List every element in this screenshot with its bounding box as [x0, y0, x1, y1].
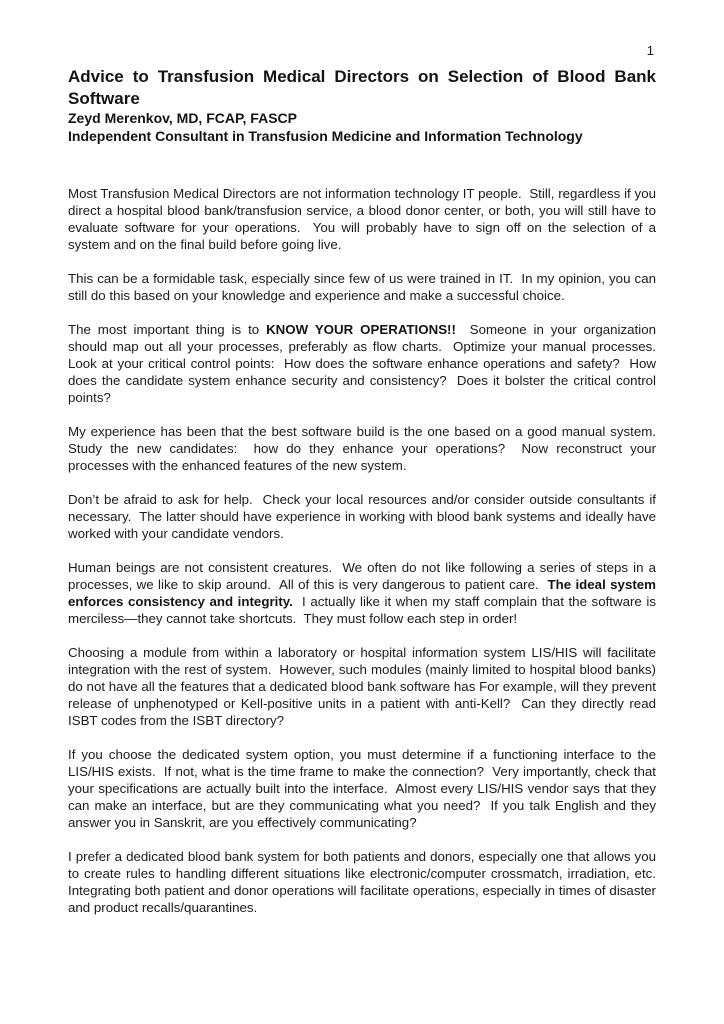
text-segment-bold: KNOW YOUR OPERATIONS!!	[266, 322, 456, 337]
document-body	[68, 185, 664, 916]
page-title: Advice to Transfusion Medical Directors on Selection of Blood Bank Software	[68, 67, 656, 108]
paragraph-4: My experience has been that the best software build is the one based on a good manual system. Study the new candidates: how do they enhance your operations? Now reconstruct your processes with the enhanced features of the new system.	[68, 424, 664, 473]
paragraph-1: Most Transfusion Medical Directors are not information technology IT people. Still, regardless if you direct a hospital blood bank/transfusion service, a blood donor center, or both, you will still have to evaluate software for your operations. You will probably have to sign off on the selection of a system and on the final build before going live.	[68, 186, 660, 252]
paragraph-3	[68, 321, 664, 406]
paragraph-7: Choosing a module from within a laboratory or hospital information system LIS/HIS will facilitate integration with the rest of system. However, such modules (mainly limited to hospital blood banks) do not have all the features that a dedicated blood bank software has For example, will they prevent release of unphenotyped or Kell-positive units in a patient with anti-Kell? Can they directly read ISBT codes from the ISBT directory?	[68, 645, 660, 728]
paragraph-6	[68, 559, 660, 627]
text-segment: Someone in your organization should map out all your processes, preferably as flow charts. Optimize your manual processes. Look at your critical control points: How does the software enhance operations and safety? How does the candidate system enhance security and consistency? Does it bolster the critical control points?	[68, 322, 664, 405]
page-number: 1	[646, 43, 654, 58]
paragraph-5: Don’t be afraid to ask for help. Check your local resources and/or consider outside consultants if necessary. The latter should have experience in working with blood bank systems and ideally have worked with your candidate vendors.	[68, 492, 660, 541]
author-line: Zeyd Merenkov, MD, FCAP, FASCP	[68, 110, 297, 126]
paragraph-9: I prefer a dedicated blood bank system for both patients and donors, especially one that allows you to create rules to handling different situations like electronic/computer crossmatch, irradiation, etc. Integrating both patient and donor operations will facilitate operations, especially in times of disaster and product recalls/quarantines.	[68, 849, 664, 915]
text-segment: I actually like it when my staff complain that the software is merciless—they cannot take shortcuts. They must follow each step in order!	[68, 594, 660, 626]
paragraph-8: If you choose the dedicated system option, you must determine if a functioning interface to the LIS/HIS exists. If not, what is the time frame to make the connection? Very importantly, check that your specifications are actually built into the interface. Almost every LIS/HIS vendor says that they can make an interface, but are they communicating what you need? If you talk English and they answer you in Sanskrit, are you effectively communicating?	[68, 747, 660, 830]
text-segment-bold: The ideal system enforces consistency and integrity.	[68, 577, 660, 609]
text-segment: Human beings are not consistent creatures. We often do not like following a series of steps in a processes, we like to skip around. All of this is very dangerous to patient care.	[68, 560, 660, 592]
text-segment: The most important thing is to	[68, 322, 267, 337]
affiliation-line: Independent Consultant in Transfusion Medicine and Information Technology	[68, 127, 583, 144]
paragraph-2: This can be a formidable task, especially since few of us were trained in IT. In my opinion, you can still do this based on your knowledge and experience and make a successful choice.	[68, 271, 660, 303]
